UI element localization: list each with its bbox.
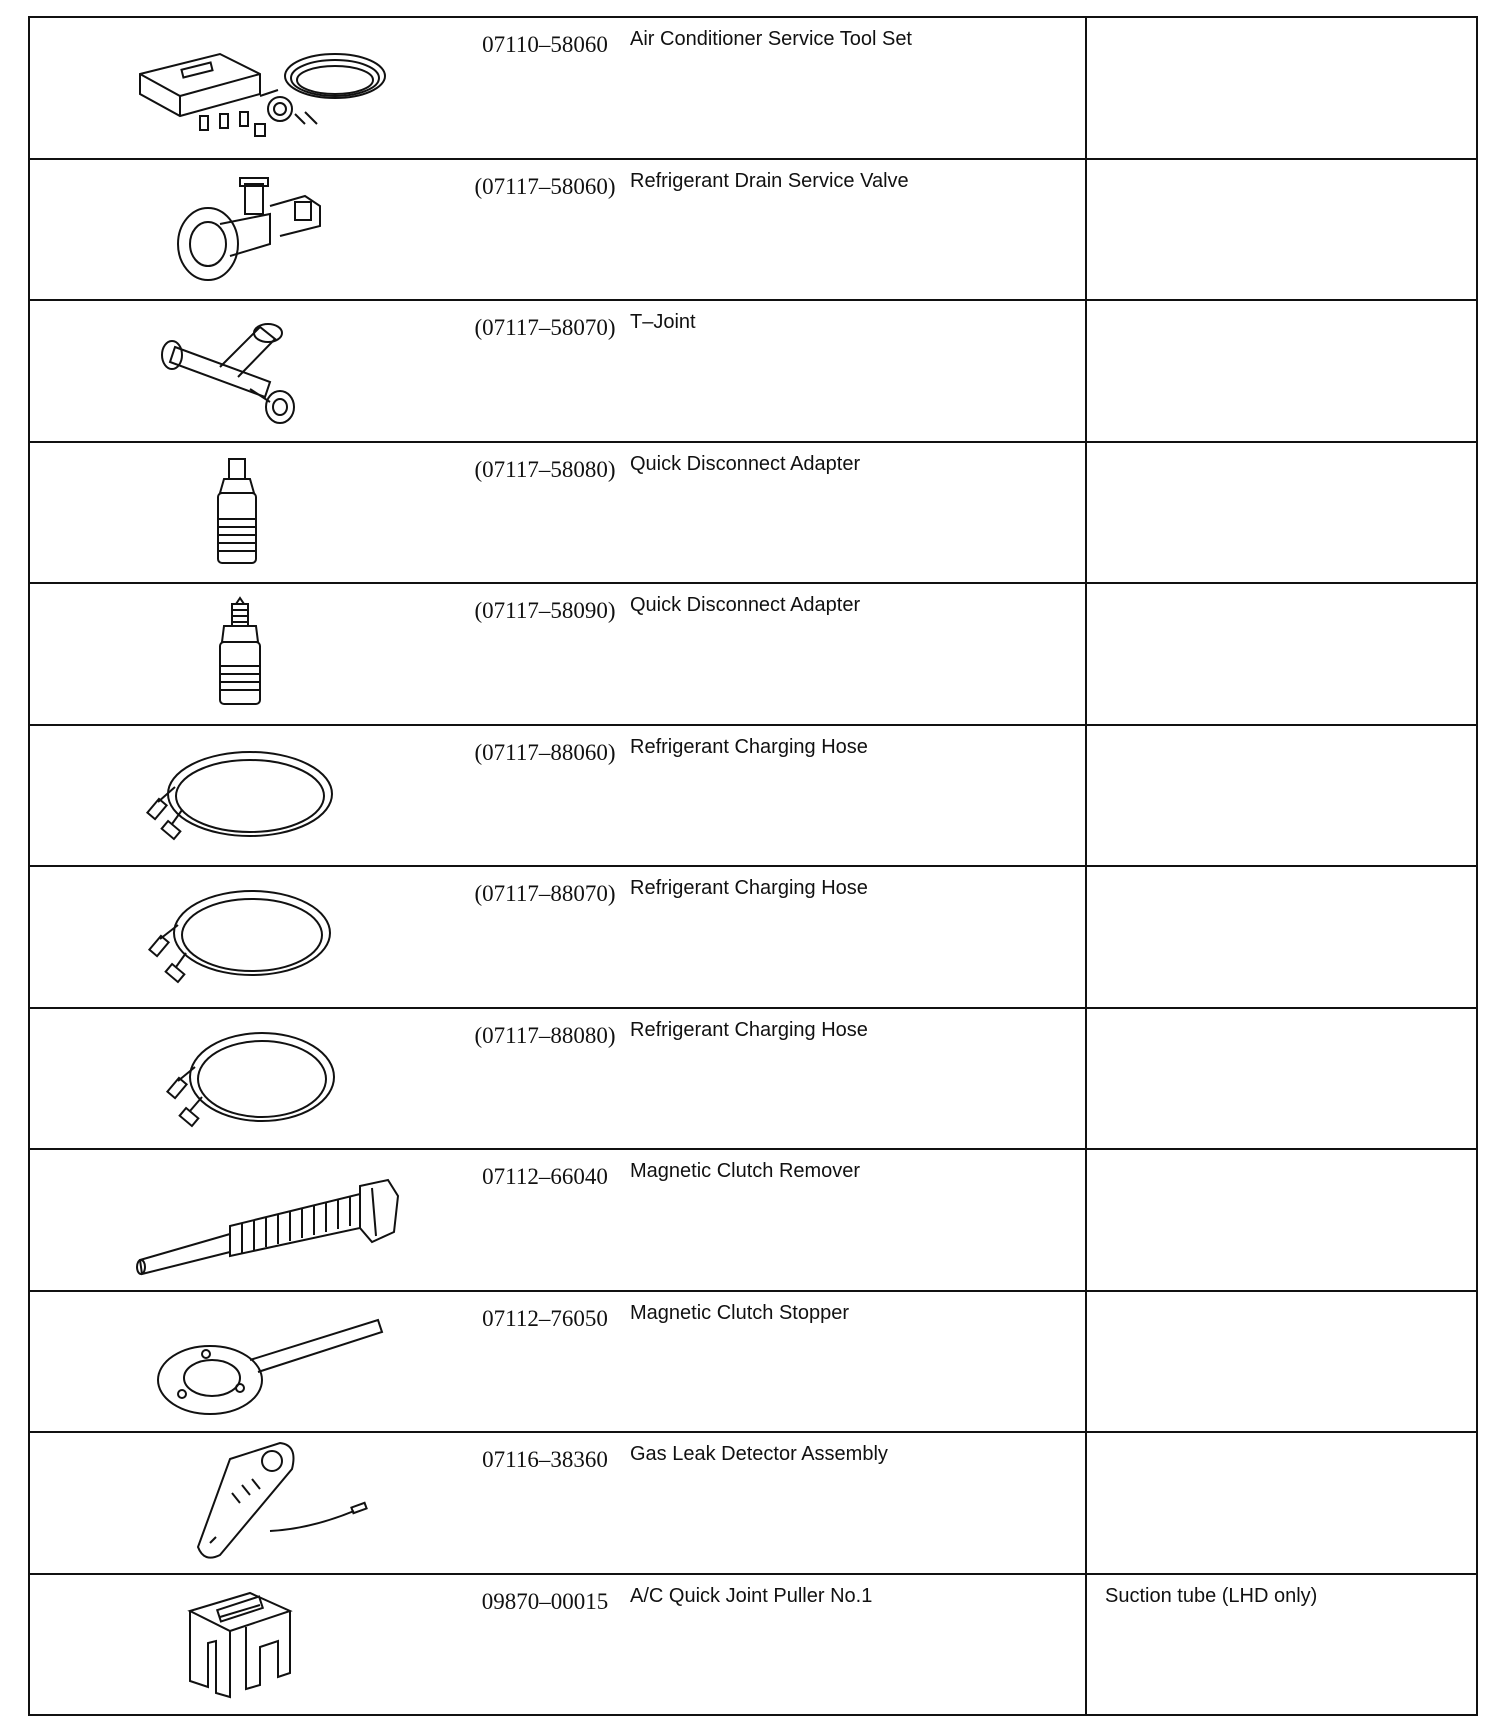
clutch-remover-bolt-icon — [120, 1156, 400, 1284]
table-row — [30, 1575, 1476, 1717]
table-row — [30, 867, 1476, 1009]
charging-hose-icon — [120, 1015, 400, 1143]
charging-hose-icon — [120, 732, 400, 860]
tool-name: Magnetic Clutch Stopper — [630, 1301, 850, 1324]
table-row — [30, 1433, 1476, 1575]
tool-name: T–Joint — [630, 311, 696, 333]
t-joint-icon — [120, 307, 400, 435]
drain-valve-icon — [120, 166, 400, 294]
tool-name: Refrigerant Drain Service Valve — [630, 169, 909, 192]
part-number: 07116–38360 — [482, 1447, 608, 1472]
part-number: (07117–88060) — [474, 739, 616, 765]
tool-name: Magnetic Clutch Remover — [630, 1160, 861, 1182]
table-row — [30, 160, 1476, 302]
part-number: (07117–58090) — [474, 598, 616, 623]
part-number: (07117–58080) — [474, 456, 616, 482]
part-number: 07112–76050 — [482, 1305, 608, 1331]
part-number: (07117–58070) — [474, 315, 616, 340]
leak-detector-icon — [120, 1439, 400, 1567]
tool-name: Quick Disconnect Adapter — [630, 594, 861, 616]
part-number: (07117–88070) — [474, 881, 616, 906]
tool-note: Suction tube (LHD only) — [1105, 1584, 1318, 1607]
tools-table — [28, 16, 1478, 1716]
quick-adapter-icon — [120, 449, 400, 577]
table-row — [30, 301, 1476, 443]
part-number: (07117–88080) — [474, 1022, 616, 1048]
table-row — [30, 1150, 1476, 1292]
tool-name: Refrigerant Charging Hose — [630, 877, 868, 899]
part-number: (07117–58060) — [474, 173, 616, 199]
charging-hose-icon — [120, 873, 400, 1001]
table-row — [30, 584, 1476, 726]
quick-joint-puller-icon — [120, 1581, 400, 1709]
tool-set-case-icon — [120, 24, 400, 152]
clutch-stopper-icon — [120, 1298, 400, 1426]
part-number: 09870–00015 — [481, 1588, 609, 1614]
tool-name: Refrigerant Charging Hose — [630, 1018, 868, 1041]
tool-name: Refrigerant Charging Hose — [630, 735, 868, 758]
table-row — [30, 1292, 1476, 1434]
tool-name: Gas Leak Detector Assembly — [630, 1443, 888, 1465]
tool-name: A/C Quick Joint Puller No.1 — [630, 1584, 873, 1607]
tool-name: Quick Disconnect Adapter — [630, 452, 861, 475]
tool-name: Air Conditioner Service Tool Set — [630, 28, 912, 50]
part-number: 07112–66040 — [482, 1164, 608, 1189]
quick-adapter-icon — [120, 590, 400, 718]
table-row — [30, 18, 1476, 160]
table-row — [30, 1009, 1476, 1151]
part-number: 07110–58060 — [482, 32, 608, 57]
table-row — [30, 443, 1476, 585]
table-row — [30, 726, 1476, 868]
